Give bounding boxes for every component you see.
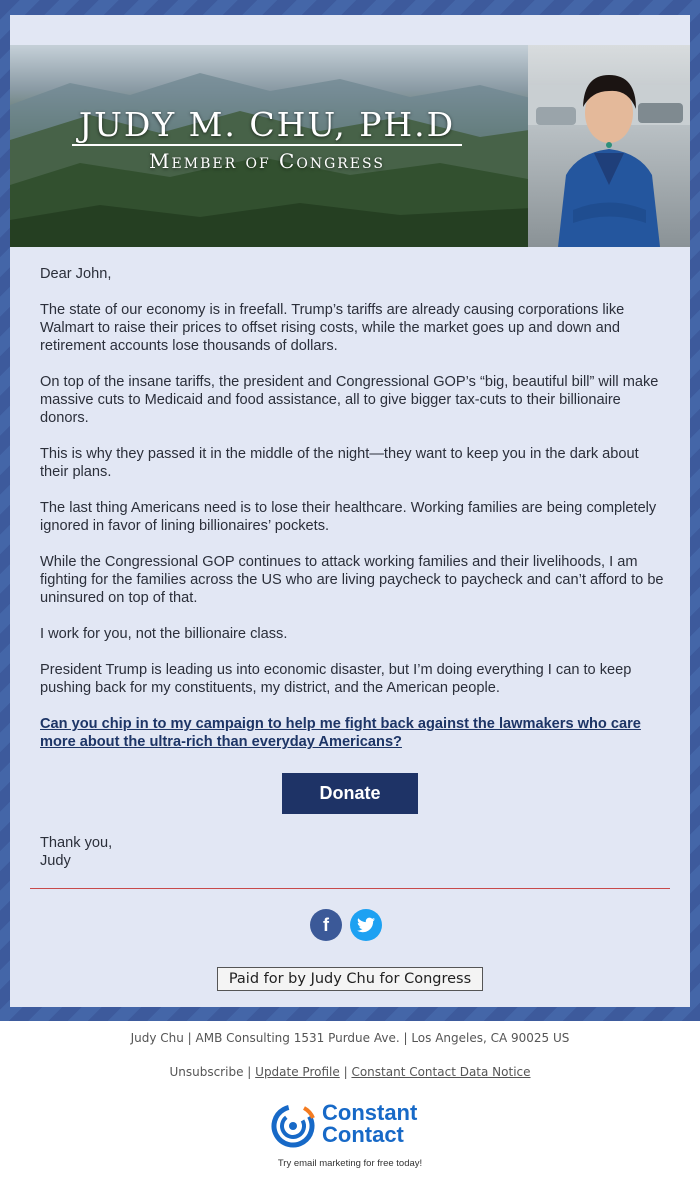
constant-contact-tagline[interactable]: Try email marketing for free today! (277, 1158, 423, 1169)
signoff-thanks: Thank you, (40, 835, 113, 851)
separator: | (247, 1065, 252, 1079)
paragraph: I work for you, not the billionaire class. (40, 626, 288, 642)
donate-button[interactable]: Donate (282, 773, 418, 814)
update-profile-link[interactable]: Update Profile (255, 1065, 340, 1079)
constant-contact-logo[interactable] (270, 1102, 440, 1150)
wordmark-line: Contact (322, 1122, 404, 1147)
banner-divider (72, 144, 462, 146)
header-banner (10, 45, 690, 247)
footer-links (0, 1065, 700, 1079)
signoff (40, 834, 112, 870)
banner-subtitle: Member of Congress (149, 149, 385, 173)
banner-title: JUDY M. CHU, PH.D (78, 105, 456, 144)
paid-for-disclaimer: Paid for by Judy Chu for Congress (217, 967, 483, 991)
footer-divider (30, 888, 670, 889)
constant-contact-icon (270, 1102, 318, 1150)
paragraph: While the Congressional GOP continues to attack working families and their livelihoods, I am fighting for the families across the US who are living paycheck to paycheck and can’t afford to be uninsured on top of that. (40, 554, 664, 606)
paragraph: On top of the insane tariffs, the president and Congressional GOP’s “big, beautiful bill” will make massive cuts to Medicaid and food assistance, all to give bigger tax-cuts to their billionaire donors. (40, 374, 659, 426)
facebook-icon[interactable]: f (310, 909, 342, 941)
twitter-icon[interactable] (350, 909, 382, 941)
candidate-photo (528, 45, 690, 247)
footer-address: Judy Chu | AMB Consulting 1531 Purdue Ave. | Los Angeles, CA 90025 US (130, 1031, 570, 1045)
separator: | (343, 1065, 348, 1079)
paragraph: The state of our economy is in freefall. Trump’s tariffs are already causing corporations like Walmart to raise their prices to offset rising costs, while the market goes up and down and retirement accounts lose thousands of dollars. (40, 302, 625, 354)
paragraph: The last thing Americans need is to lose their healthcare. Working families are being completely ignored in favor of lining billionaires’ pockets. (40, 500, 657, 534)
data-notice-link[interactable]: Constant Contact Data Notice (351, 1065, 531, 1079)
social-links (310, 909, 392, 941)
greeting: Dear John, (40, 266, 112, 282)
wordmark-line: Constant (322, 1100, 418, 1125)
paragraph: This is why they passed it in the middle of the night—they want to keep you in the dark about their plans. (40, 446, 639, 480)
email-card (10, 15, 690, 1007)
letter-body (40, 265, 665, 769)
paragraph: President Trump is leading us into economic disaster, but I’m doing everything I can to keep pushing back for my constituents, my district, and the American people. (40, 662, 632, 696)
candidate-portrait-illustration (528, 45, 690, 247)
twitter-bird-glyph (357, 917, 375, 933)
unsubscribe-link[interactable]: Unsubscribe (169, 1065, 244, 1079)
donate-cta-link[interactable]: Can you chip in to my campaign to help me fight back against the lawmakers who care more about the ultra-rich than everyday Americans? (40, 716, 641, 750)
signoff-name: Judy (40, 853, 71, 869)
constant-contact-wordmark (322, 1102, 417, 1146)
